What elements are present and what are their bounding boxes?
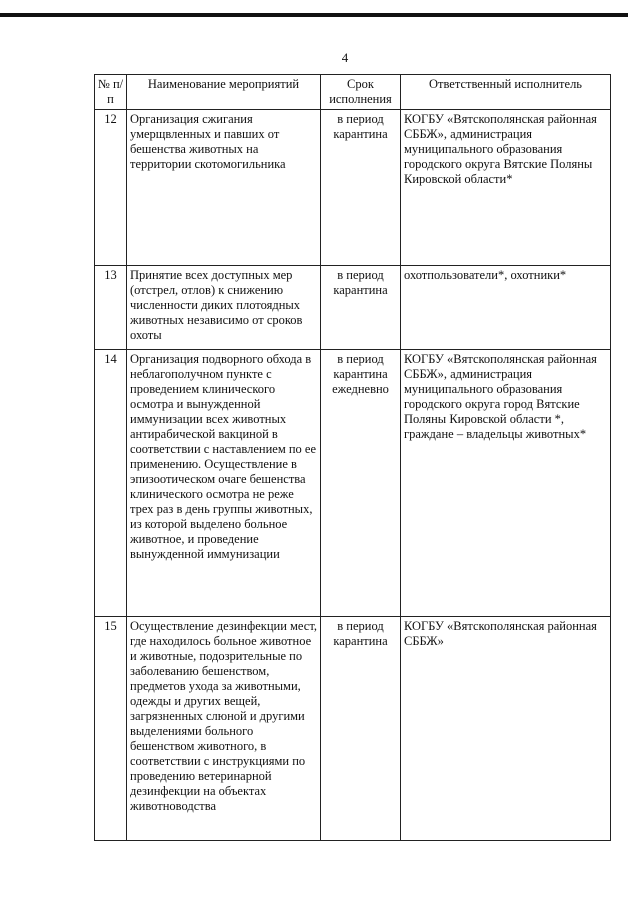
measure-responsible: КОГБУ «Вятскополянская районная СББЖ», администрация муниципального образования городского округа Вятские Поляны Кировской области* <box>401 110 611 266</box>
measure-responsible: охотпользователи*, охотники* <box>401 266 611 350</box>
top-rule <box>0 13 628 17</box>
header-term: Срок исполнения <box>321 75 401 110</box>
measure-term: в период карантина <box>321 266 401 350</box>
row-number: 12 <box>95 110 127 266</box>
table-row <box>95 266 611 350</box>
header-name: Наименование мероприятий <box>127 75 321 110</box>
measure-responsible: КОГБУ «Вятскополянская районная СББЖ», администрация муниципального образования городского округа город Вятские Поляны Кировской области *, граждане – владельцы животных* <box>401 350 611 617</box>
measure-responsible: КОГБУ «Вятскополянская районная СББЖ» <box>401 617 611 841</box>
row-number: 13 <box>95 266 127 350</box>
measure-name: Организация подворного обхода в неблагополучном пункте с проведением клинического осмотра и вынужденной иммунизации всех животных антирабической вакциной в соответствии с наставлением по ее применению. Осуществление в эпизоотическом очаге бешенства клинического осмотра не реже трех раз в день группы животных, из которой выделено больное животное, и проведение вынужденной иммунизации <box>127 350 321 617</box>
table-row <box>95 110 611 266</box>
measure-term: в период карантина <box>321 110 401 266</box>
page-number: 4 <box>341 50 349 65</box>
measure-name: Принятие всех доступных мер (отстрел, отлов) к снижению численности диких плотоядных животных независимо от сроков охоты <box>127 266 321 350</box>
table-row <box>95 617 611 841</box>
measure-term: в период карантина ежедневно <box>321 350 401 617</box>
header-responsible: Ответственный исполнитель <box>401 75 611 110</box>
measure-name: Организация сжигания умерщвленных и павших от бешенства животных на территории скотомогильника <box>127 110 321 266</box>
row-number: 15 <box>95 617 127 841</box>
table-row <box>95 350 611 617</box>
measures-table <box>94 74 611 841</box>
measure-name: Осуществление дезинфекции мест, где находилось больное животное и животные, подозрительные по заболеванию бешенством, предметов ухода за животными, одежды и других вещей, загрязненных слюной и другими выделениями больного бешенством животного, в соответствии с инструкциями по проведению ветеринарной дезинфекции на объектах животноводства <box>127 617 321 841</box>
row-number: 14 <box>95 350 127 617</box>
measure-term: в период карантина <box>321 617 401 841</box>
header-num: № п/п <box>95 75 127 110</box>
table-header-row <box>95 75 611 110</box>
